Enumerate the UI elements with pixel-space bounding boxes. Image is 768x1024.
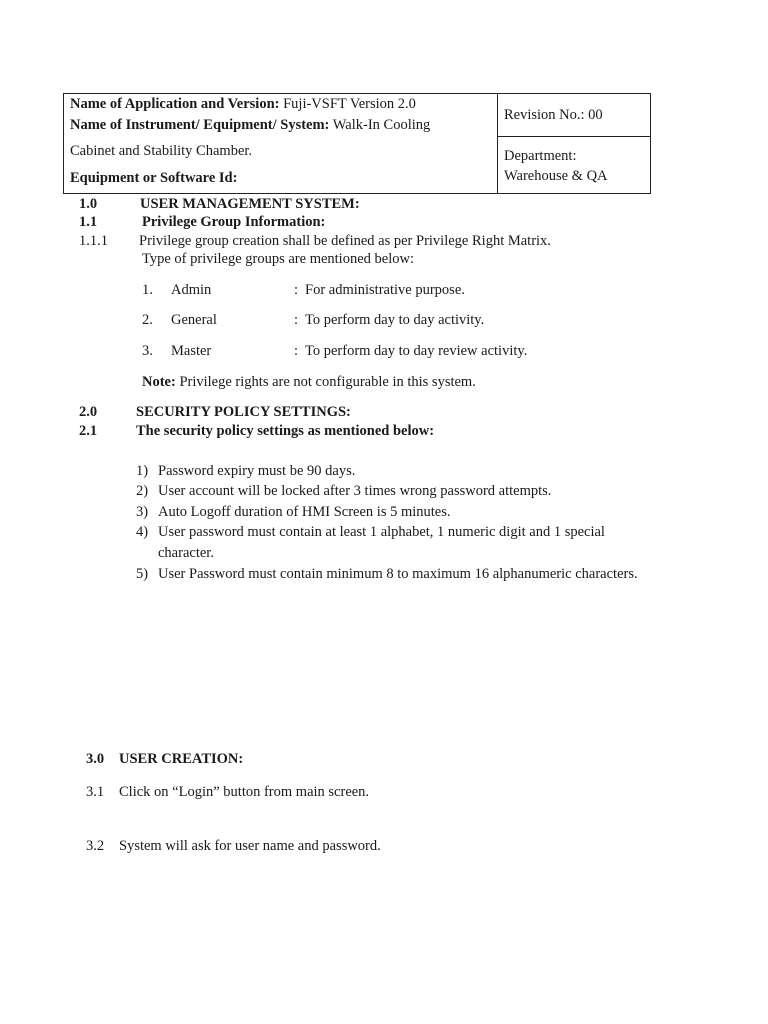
note [142, 373, 476, 391]
section-2-title: SECURITY POLICY SETTINGS: [136, 404, 351, 420]
item-1-1-1-number: 1.1.1 [79, 233, 108, 249]
section-3-title: USER CREATION: [119, 751, 244, 767]
policy-number: 4) [136, 524, 149, 540]
revision-cell [498, 94, 650, 137]
policy-number: 2) [136, 483, 149, 499]
step-text: Click on “Login” button from main screen. [119, 784, 370, 800]
group-description: To perform day to day review activity. [305, 343, 528, 359]
section-1-1-number: 1.1 [79, 214, 98, 230]
application-row [70, 94, 416, 114]
header-left-cell [64, 94, 498, 193]
instrument-label: Name of Instrument/ Equipment/ System: [70, 117, 330, 133]
section-2-number: 2.0 [79, 404, 98, 420]
step-number: 3.2 [86, 838, 105, 854]
section-3-number: 3.0 [86, 751, 105, 767]
policy-text: User password must contain at least 1 alphabet, 1 numeric digit and 1 special [158, 524, 605, 540]
department-value: Warehouse & QA [504, 168, 608, 184]
department-label: Department: [504, 148, 577, 164]
policy-text: User Password must contain minimum 8 to maximum 16 alphanumeric characters. [158, 566, 638, 582]
department-cell [498, 137, 650, 193]
group-separator: : [294, 312, 299, 328]
item-1-1-1-text: Privilege group creation shall be defined as per Privilege Right Matrix. [139, 233, 551, 249]
group-number: 2. [142, 312, 153, 328]
document-header-table [63, 93, 651, 194]
section-1-number: 1.0 [79, 196, 98, 212]
policy-text-continued: character. [158, 545, 214, 561]
instrument-value: Walk-In Cooling [332, 117, 431, 133]
policy-text: Auto Logoff duration of HMI Screen is 5 minutes. [158, 504, 451, 520]
group-description: For administrative purpose. [305, 282, 465, 298]
application-value: Fuji-VSFT Version 2.0 [283, 96, 416, 112]
equipment-id-label: Equipment or Software Id: [70, 170, 238, 186]
note-text: Privilege rights are not configurable in this system. [179, 374, 476, 390]
application-label: Name of Application and Version: [70, 96, 280, 112]
section-2-1-title: The security policy settings as mentioned below: [136, 423, 435, 439]
group-separator: : [294, 282, 299, 298]
group-number: 1. [142, 282, 153, 298]
instrument-row [70, 115, 430, 135]
item-1-1-1-text-line2: Type of privilege groups are mentioned below: [142, 251, 414, 267]
section-1-title: USER MANAGEMENT SYSTEM: [140, 196, 360, 212]
step-text: System will ask for user name and password. [119, 838, 381, 854]
instrument-value-continued: Cabinet and Stability Chamber. [70, 143, 253, 159]
group-separator: : [294, 343, 299, 359]
note-label: Note: [142, 374, 176, 390]
group-name: Master [171, 343, 212, 359]
policy-number: 3) [136, 504, 149, 520]
group-name: General [171, 312, 217, 328]
revision-number: Revision No.: 00 [504, 107, 603, 123]
section-1-1-title: Privilege Group Information: [142, 214, 326, 230]
policy-number: 1) [136, 463, 149, 479]
section-2-1-number: 2.1 [79, 423, 98, 439]
policy-number: 5) [136, 566, 149, 582]
group-name: Admin [171, 282, 212, 298]
policy-text: User account will be locked after 3 times wrong password attempts. [158, 483, 552, 499]
group-number: 3. [142, 343, 153, 359]
group-description: To perform day to day activity. [305, 312, 485, 328]
step-number: 3.1 [86, 784, 105, 800]
policy-text: Password expiry must be 90 days. [158, 463, 356, 479]
